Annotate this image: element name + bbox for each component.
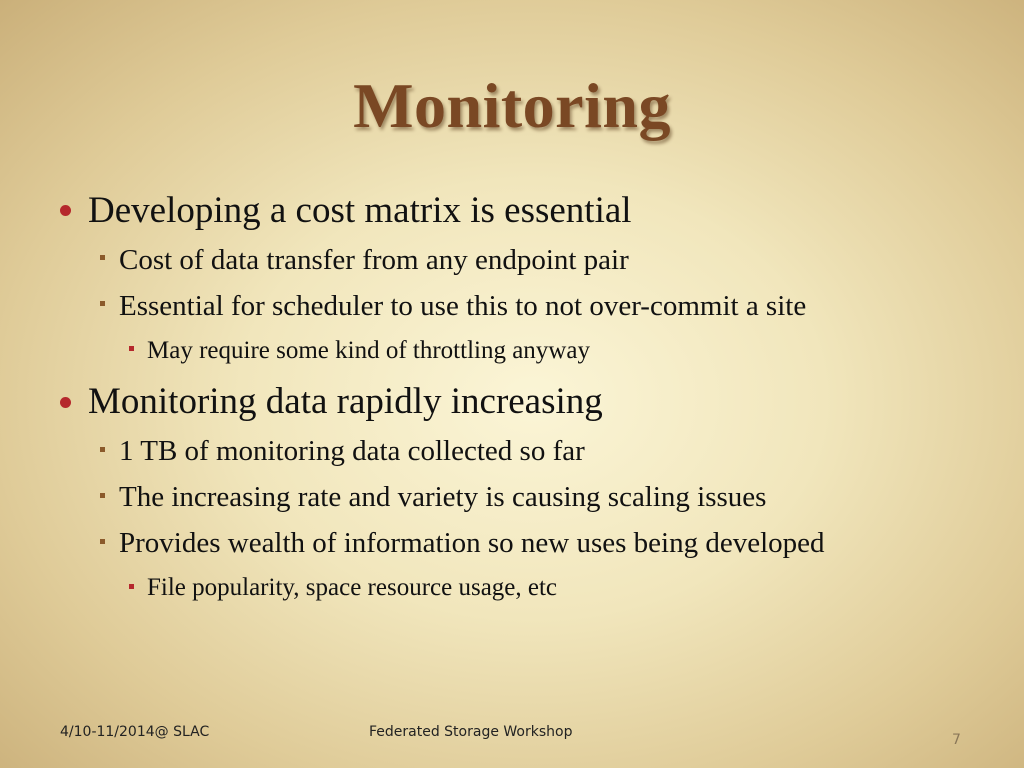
bullet-square-icon bbox=[100, 539, 105, 544]
bullet-level3: May require some kind of throttling anyway bbox=[147, 337, 590, 364]
footer-date-location: 4/10-11/2014@ SLAC bbox=[60, 724, 210, 740]
bullet-square-icon bbox=[100, 255, 105, 260]
bullet-level2: Provides wealth of information so new uses being developed bbox=[119, 527, 825, 559]
bullet-square-icon bbox=[100, 447, 105, 452]
bullet-square-icon bbox=[100, 301, 105, 306]
bullet-level2: The increasing rate and variety is causing scaling issues bbox=[119, 481, 767, 513]
bullet-level1: Developing a cost matrix is essential bbox=[88, 190, 632, 231]
bullet-level1: Monitoring data rapidly increasing bbox=[88, 381, 603, 422]
slide-number: 7 bbox=[952, 732, 961, 748]
bullet-dot-icon bbox=[60, 397, 71, 408]
footer-event: Federated Storage Workshop bbox=[369, 724, 573, 740]
bullet-square-icon bbox=[129, 584, 134, 589]
slide-title: Monitoring bbox=[353, 70, 671, 141]
bullet-level2: Essential for scheduler to use this to not over-commit a site bbox=[119, 290, 807, 322]
bullet-level3: File popularity, space resource usage, etc bbox=[147, 574, 558, 601]
bullet-level2: Cost of data transfer from any endpoint pair bbox=[119, 244, 629, 276]
bullet-square-icon bbox=[129, 346, 134, 351]
bullet-level2: 1 TB of monitoring data collected so far bbox=[119, 435, 585, 467]
bullet-dot-icon bbox=[60, 205, 71, 216]
bullet-square-icon bbox=[100, 493, 105, 498]
